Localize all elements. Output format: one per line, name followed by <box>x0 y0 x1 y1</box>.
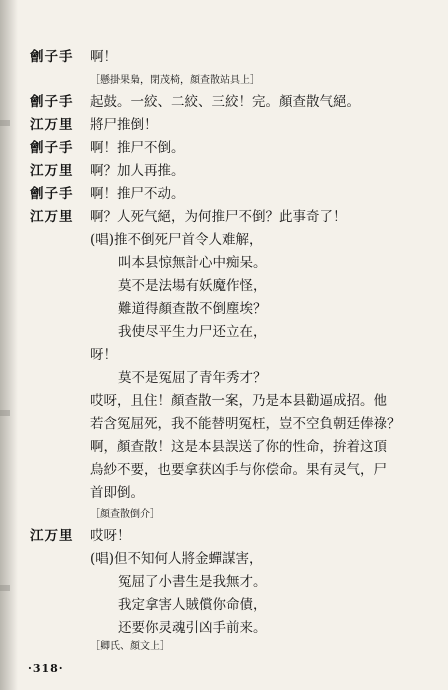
monologue-text: 若含冤屈死，我不能替明冤枉，豈不空負朝廷俸祿？ <box>90 416 401 432</box>
dialogue-line <box>0 160 448 182</box>
stage-direction: ［顏查散倒介］ <box>90 509 160 520</box>
sung-text: 莫不是冤屈了青年秀才？ <box>118 370 267 386</box>
monologue-line <box>0 482 448 504</box>
speaker-name: 江万里 <box>30 117 74 133</box>
dialogue-line <box>0 114 448 136</box>
sung-text: (唱)推不倒死尸首令人难解， <box>90 232 263 248</box>
sung-line <box>0 275 448 297</box>
sung-text: 難道得顏查散不倒塵埃？ <box>118 301 267 317</box>
stage-direction: ［懸掛果梟，閉茂椅，顏查散站具上］ <box>90 75 260 86</box>
monologue-line <box>0 390 448 412</box>
dialogue-text: 起鼓。一絞、二絞、三絞！完。顏查散气絕。 <box>90 94 360 110</box>
speaker-name: 劊子手 <box>30 49 74 65</box>
page-number: ·318· <box>28 662 64 675</box>
sung-text: 莫不是法場有妖魔作怪， <box>118 278 267 294</box>
monologue-text: 哎呀，且住！顏查散一案，乃是本县勸逼成招。他 <box>90 393 387 409</box>
dialogue-line <box>0 46 448 68</box>
dialogue-line <box>0 91 448 113</box>
sung-line <box>0 252 448 274</box>
speaker-name: 江万里 <box>30 209 74 225</box>
sung-line <box>0 229 448 251</box>
sung-text: 叫本县惊無計心中痴呆。 <box>118 255 267 271</box>
dialogue-text: 啊？人死气絕，为何推尸不倒？此事奇了！ <box>90 209 347 225</box>
speaker-name: 劊子手 <box>30 94 74 110</box>
monologue-line <box>0 413 448 435</box>
dialogue-text: 哎呀！ <box>90 528 131 544</box>
sung-line <box>0 321 448 343</box>
sung-text: 冤屈了小書生是我無才。 <box>118 574 267 590</box>
sung-text: 我定拿害人賊償你命債， <box>118 597 267 613</box>
speaker-name: 江万里 <box>30 163 74 179</box>
dialogue-line <box>0 206 448 228</box>
dialogue-text: 啊！推尸不动。 <box>90 186 185 202</box>
sung-line <box>0 367 448 389</box>
speaker-name: 劊子手 <box>30 140 74 156</box>
sung-line <box>0 548 448 570</box>
sung-text: (唱)但不知何人將金蟬謀害， <box>90 551 263 567</box>
speaker-name: 劊子手 <box>30 186 74 202</box>
sung-line <box>0 617 448 639</box>
dialogue-text: 啊！推尸不倒。 <box>90 140 185 156</box>
sung-text: 还要你灵魂引凶手前来。 <box>118 620 267 636</box>
speaker-name: 江万里 <box>30 528 74 544</box>
monologue-line <box>0 436 448 458</box>
dialogue-line <box>0 183 448 205</box>
dialogue-text: 啊？加人再推。 <box>90 163 185 179</box>
sung-line <box>0 571 448 593</box>
monologue-line <box>0 459 448 481</box>
dialogue-text: 啊！ <box>90 49 117 65</box>
sung-line <box>0 298 448 320</box>
dialogue-text: 將尸推倒！ <box>90 117 158 133</box>
monologue-text: 烏紗不要，也要拿获凶手与你偿命。果有灵气，尸 <box>90 462 387 478</box>
stage-direction: ［卿氏、顏文上］ <box>90 641 170 652</box>
dialogue-line <box>0 137 448 159</box>
sung-line <box>0 594 448 616</box>
exclamation-line <box>0 344 448 366</box>
monologue-text: 啊，顏查散！这是本县誤送了你的性命，拚着这頂 <box>90 439 387 455</box>
monologue-text: 首即倒。 <box>90 485 144 501</box>
exclamation-text: 呀！ <box>90 347 117 363</box>
dialogue-line <box>0 525 448 547</box>
sung-text: 我使尽平生力尸还立在， <box>118 324 267 340</box>
